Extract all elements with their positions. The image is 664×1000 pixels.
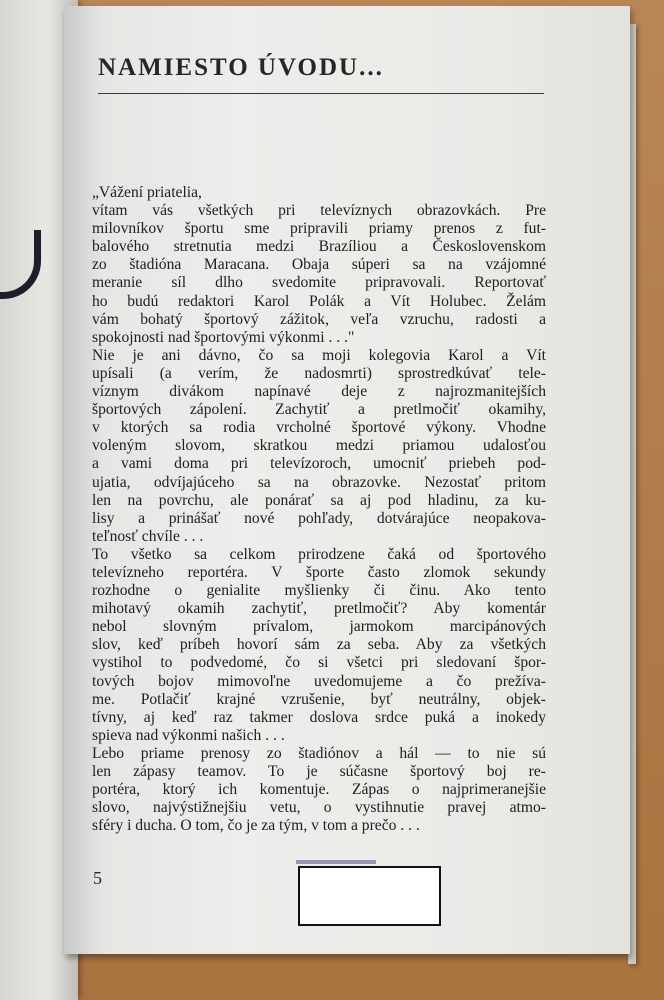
text-line: portéra, ktorý ich komentuje. Zápas o najprimeranejšie [92, 781, 546, 799]
left-page-ink-mark [0, 230, 41, 299]
text-line: mihotavý okamih zachytiť, pretlmočiť? Aby komentár [92, 600, 546, 618]
text-line: víznym divákom napínavé deje z najrozmanitejších [92, 383, 546, 401]
text-line: len na povrchu, ale ponárať sa aj pod hladinu, za ku- [92, 491, 546, 509]
text-line: zo štadióna Maracana. Obaja súperi sa na vzájomné [92, 256, 546, 274]
text-line: meranie síl dlho svedomite pripravovali. Reportovať [92, 274, 546, 292]
text-line: „Vážení priatelia, [92, 184, 202, 201]
text-line: vám bohatý športový zážitok, veľa vzruchu, radosti a [92, 310, 546, 328]
text-line: Lebo priame prenosy zo štadiónov a hál — to nie sú [92, 744, 546, 762]
text-line: lisy a prinášať nové pohľady, dotvárajúce neopakova- [92, 509, 546, 527]
text-line: voleným slovom, skratkou medzi priamou udalosťou [92, 437, 546, 455]
text-line: len zápasy teamov. To je súčasne športový boj re- [92, 763, 546, 780]
redaction-box [298, 866, 441, 926]
text-line: me. Potlačiť krajné vzrušenie, byť neutrálny, objek- [92, 690, 546, 708]
text-line: ujatia, odvíjajúceho sa na obrazovke. Nezostať pritom [92, 473, 546, 491]
text-line: Nie je ani dávno, čo sa moji kolegovia Karol a Vít [92, 346, 546, 364]
text-line: tových bojov mimovoľne uvedomujeme a čo prežíva- [92, 672, 546, 690]
redaction-edge [296, 860, 376, 864]
text-line: balového stretnutia medzi Brazíliou a Československom [92, 238, 546, 256]
text-line: milovníkov športu sme pripravili priamy prenos z fut- [92, 220, 546, 238]
text-line: vystihol to podvedomé, čo si všetci pri sledovaní špor- [92, 654, 546, 672]
text-line: vítam vás všetkých pri televíznych obrazovkách. Pre [92, 202, 546, 220]
text-line: nebol slovným prívalom, jarmokom marcipánových [92, 618, 546, 636]
text-line: teľnosť chvíle . . . [92, 527, 204, 545]
text-line: v ktorých sa rodia vrcholné športové výkony. Vhodne [92, 419, 546, 437]
text-line: slovo, najvýstižnejšiu vetu, o vystihnutie pravej atmo- [92, 799, 546, 817]
text-line: ho budú redaktori Karol Polák a Vít Holubec. Želám [92, 292, 546, 310]
title-rule [98, 93, 544, 94]
text-line: spokojnosti nad športovými výkonmi . . ." [92, 328, 355, 346]
text-line: spieva nad výkonmi našich . . . [92, 726, 285, 744]
text-line: upísali (a verím, že nadosmrti) sprostredkúvať tele- [92, 364, 546, 382]
text-line: televízneho reportéra. V športe často zlomok sekundy [92, 563, 546, 581]
text-line: športových zápolení. Zachytiť a pretlmočiť okamihy, [92, 401, 546, 419]
text-line: tívny, aj keď raz takmer doslova srdce puká a inokedy [92, 708, 546, 726]
text-line: sféry i ducha. O tom, čo je za tým, v tom a prečo . . . [92, 817, 420, 835]
text-line: slov, keď príbeh hovorí sám za seba. Aby za všetkých [92, 636, 546, 654]
body-text [92, 184, 546, 835]
page-number: 5 [93, 868, 102, 888]
text-line: a vami doma pri televízoroch, umocniť priebeh pod- [92, 455, 546, 473]
text-line: rozhodne o genialite myšlienky či činu. Ako tento [92, 582, 546, 600]
text-line: To všetko sa celkom prirodzene čaká od športového [92, 545, 546, 563]
chapter-title: NAMIESTO ÚVODU... [98, 54, 384, 81]
